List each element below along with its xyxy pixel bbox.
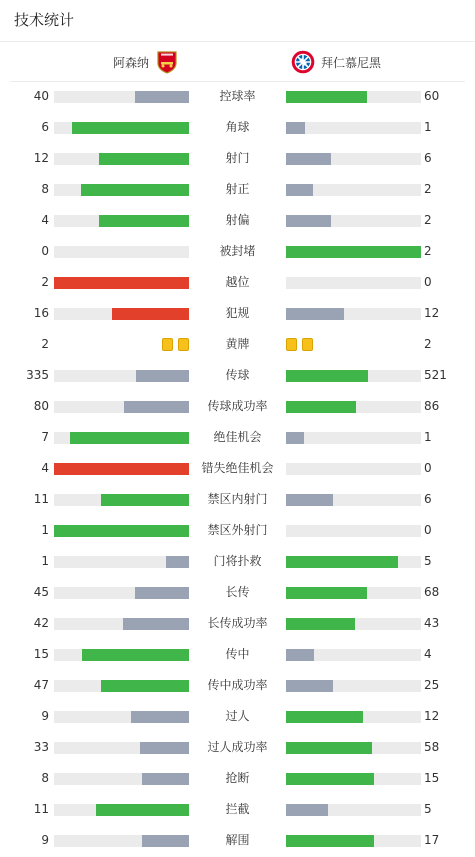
away-stat-bar-fill	[286, 153, 331, 165]
home-stat-value: 2	[41, 337, 49, 351]
home-stat-value: 80	[33, 399, 49, 413]
page-title: 技术统计	[14, 11, 75, 29]
yellow-card-icon	[178, 338, 189, 351]
stat-label: 传球成功率	[207, 399, 268, 413]
home-stat-bar-fill	[142, 773, 189, 785]
home-stat-value: 40	[33, 89, 49, 103]
home-stat-bar	[54, 556, 189, 568]
away-stat-bar-fill	[286, 494, 333, 506]
away-stat-bar-fill	[286, 215, 331, 227]
home-stat-value: 1	[41, 554, 49, 568]
stat-row	[0, 608, 475, 639]
home-team-name: 阿森纳	[112, 55, 149, 70]
away-stat-bar	[286, 432, 421, 444]
yellow-card-icon	[302, 338, 313, 351]
stat-row	[0, 267, 475, 298]
away-team-name: 拜仁慕尼黑	[321, 55, 382, 70]
home-stat-bar	[54, 463, 189, 475]
stat-row	[0, 825, 475, 856]
away-stat-bar-fill	[286, 370, 368, 382]
away-stat-value: 0	[424, 523, 432, 537]
home-stat-bar-fill	[131, 711, 189, 723]
stat-row	[0, 484, 475, 515]
home-stat-value: 6	[41, 120, 49, 134]
home-stat-bar	[54, 742, 189, 754]
home-stat-bar	[54, 122, 189, 134]
away-team[interactable]	[291, 47, 381, 77]
away-stat-bar	[286, 91, 421, 103]
stat-label: 被封堵	[219, 244, 256, 258]
away-stat-bar	[286, 804, 421, 816]
away-stat-value: 15	[424, 771, 440, 785]
stat-row	[0, 174, 475, 205]
home-stat-bar-fill	[81, 184, 189, 196]
away-stat-bar-fill	[286, 742, 372, 754]
away-stat-bar	[286, 370, 421, 382]
home-stat-bar-fill	[54, 463, 189, 475]
away-stat-bar-fill	[286, 804, 328, 816]
stat-row	[0, 360, 475, 391]
home-stat-bar	[54, 525, 189, 537]
home-stat-bar-fill	[70, 432, 189, 444]
away-stat-bar	[286, 556, 421, 568]
home-stat-value: 4	[41, 461, 49, 475]
home-stat-value: 15	[33, 647, 49, 661]
stat-row	[0, 391, 475, 422]
stat-row	[0, 732, 475, 763]
stat-label: 过人成功率	[207, 740, 268, 754]
home-stat-value: 1	[41, 523, 49, 537]
home-stat-value: 42	[33, 616, 49, 630]
home-stat-bar	[54, 773, 189, 785]
home-stat-bar-fill	[140, 742, 189, 754]
away-stat-bar-fill	[286, 587, 367, 599]
stat-row	[0, 639, 475, 670]
home-stat-bar-fill	[166, 556, 189, 568]
away-stat-bar	[286, 711, 421, 723]
stat-label: 射门	[225, 151, 250, 165]
home-stat-bar-fill	[112, 308, 189, 320]
home-stat-value: 11	[33, 492, 49, 506]
home-stat-bar-fill	[96, 804, 189, 816]
stat-row	[0, 329, 475, 360]
home-stat-value: 0	[41, 244, 49, 258]
away-stat-bar-fill	[286, 432, 304, 444]
home-stat-value: 7	[41, 430, 49, 444]
stat-label: 越位	[225, 275, 250, 289]
away-stat-value: 68	[424, 585, 440, 599]
home-stat-bar-fill	[135, 91, 189, 103]
home-stat-bar	[54, 649, 189, 661]
away-yellow-cards	[286, 338, 313, 352]
stat-label: 禁区内射门	[207, 492, 268, 506]
home-stat-value: 9	[41, 833, 49, 847]
stat-label: 控球率	[219, 89, 256, 103]
stat-row	[0, 546, 475, 577]
away-stat-bar	[286, 494, 421, 506]
away-stat-bar-fill	[286, 835, 374, 847]
stat-label: 黄牌	[225, 337, 250, 351]
stat-row	[0, 298, 475, 329]
home-stat-bar-fill	[136, 370, 189, 382]
home-stat-value: 4	[41, 213, 49, 227]
home-stat-bar	[54, 277, 189, 289]
stat-row	[0, 81, 475, 112]
away-stat-value: 1	[424, 120, 432, 134]
away-stat-value: 0	[424, 461, 432, 475]
home-stat-value: 2	[41, 275, 49, 289]
stat-label: 传中成功率	[207, 678, 268, 692]
away-stat-bar	[286, 773, 421, 785]
away-stat-bar	[286, 742, 421, 754]
stat-row	[0, 143, 475, 174]
away-stat-bar	[286, 649, 421, 661]
away-stat-bar	[286, 463, 421, 475]
home-stat-value: 12	[33, 151, 49, 165]
stat-row	[0, 205, 475, 236]
home-stat-bar-fill	[124, 401, 189, 413]
home-stat-bar-fill	[54, 277, 189, 289]
stat-row	[0, 763, 475, 794]
home-stat-value: 9	[41, 709, 49, 723]
away-stat-value: 60	[424, 89, 440, 103]
stat-label: 犯规	[225, 306, 250, 320]
stat-row	[0, 236, 475, 267]
stat-label: 禁区外射门	[207, 523, 268, 537]
stat-label: 绝佳机会	[213, 430, 262, 444]
stat-label: 错失绝佳机会	[201, 461, 274, 475]
away-stat-value: 5	[424, 802, 432, 816]
away-stat-value: 6	[424, 492, 432, 506]
home-stat-bar	[54, 184, 189, 196]
home-stat-bar	[54, 370, 189, 382]
away-stat-bar	[286, 246, 421, 258]
stat-label: 射偏	[225, 213, 250, 227]
yellow-card-icon	[162, 338, 173, 351]
away-stat-value: 43	[424, 616, 440, 630]
stat-row	[0, 422, 475, 453]
home-stat-value: 8	[41, 182, 49, 196]
home-stat-bar-fill	[82, 649, 189, 661]
home-stat-bar	[54, 432, 189, 444]
home-stat-bar	[54, 618, 189, 630]
home-stat-bar-fill	[99, 153, 189, 165]
away-stat-value: 2	[424, 244, 432, 258]
away-stat-bar-fill	[286, 401, 356, 413]
away-stat-bar-fill	[286, 711, 363, 723]
away-stat-bar	[286, 618, 421, 630]
away-stat-bar	[286, 680, 421, 692]
away-stat-bar	[286, 122, 421, 134]
away-stat-bar	[286, 835, 421, 847]
away-stat-bar	[286, 308, 421, 320]
away-stat-bar-fill	[286, 618, 355, 630]
away-stat-value: 25	[424, 678, 440, 692]
home-stat-value: 8	[41, 771, 49, 785]
home-stat-bar	[54, 680, 189, 692]
stat-row	[0, 577, 475, 608]
home-stat-bar	[54, 308, 189, 320]
team-header	[10, 42, 465, 82]
home-stat-value: 335	[26, 368, 49, 382]
away-stat-bar-fill	[286, 246, 421, 258]
away-stat-bar-fill	[286, 773, 374, 785]
away-stat-bar	[286, 401, 421, 413]
away-stat-value: 0	[424, 275, 432, 289]
home-yellow-cards	[162, 338, 189, 352]
away-stat-bar	[286, 587, 421, 599]
stat-label: 射正	[225, 182, 250, 196]
stat-label: 角球	[225, 120, 250, 134]
stat-row	[0, 701, 475, 732]
home-stat-bar	[54, 91, 189, 103]
away-stat-bar-fill	[286, 122, 305, 134]
stat-label: 长传成功率	[207, 616, 268, 630]
away-stat-value: 17	[424, 833, 440, 847]
away-stat-value: 1	[424, 430, 432, 444]
home-stat-bar	[54, 835, 189, 847]
home-stat-bar	[54, 587, 189, 599]
stat-label: 长传	[225, 585, 250, 599]
away-stat-value: 12	[424, 306, 440, 320]
home-stat-bar-fill	[101, 494, 189, 506]
away-stat-bar	[286, 184, 421, 196]
away-stat-value: 2	[424, 182, 432, 196]
home-stat-bar-fill	[135, 587, 189, 599]
home-stat-bar-fill	[101, 680, 189, 692]
away-stat-value: 12	[424, 709, 440, 723]
stat-row	[0, 515, 475, 546]
home-stat-bar-fill	[54, 525, 189, 537]
stat-label: 传球	[225, 368, 250, 382]
away-stat-bar-fill	[286, 680, 333, 692]
yellow-card-icon	[286, 338, 297, 351]
home-stat-bar-fill	[99, 215, 189, 227]
away-stat-bar-fill	[286, 649, 314, 661]
away-stat-value: 6	[424, 151, 432, 165]
away-stat-value: 2	[424, 337, 432, 351]
home-stat-value: 33	[33, 740, 49, 754]
arsenal-crest-icon	[155, 50, 179, 74]
stat-label: 解围	[225, 833, 250, 847]
home-stat-bar-fill	[142, 835, 189, 847]
home-stat-value: 47	[33, 678, 49, 692]
stat-row	[0, 794, 475, 825]
bayern-crest-icon	[291, 50, 315, 74]
away-stat-bar-fill	[286, 91, 367, 103]
away-stat-value: 2	[424, 213, 432, 227]
home-stat-bar	[54, 246, 189, 258]
away-stat-bar-fill	[286, 184, 313, 196]
home-stat-value: 16	[33, 306, 49, 320]
home-stat-value: 11	[33, 802, 49, 816]
away-stat-value: 521	[424, 368, 447, 382]
home-team[interactable]	[113, 47, 179, 77]
away-stat-bar	[286, 215, 421, 227]
home-stat-bar-fill	[123, 618, 189, 630]
away-stat-value: 4	[424, 647, 432, 661]
away-stat-bar	[286, 525, 421, 537]
home-stat-bar	[54, 711, 189, 723]
stat-label: 门将扑救	[213, 554, 262, 568]
stat-row	[0, 453, 475, 484]
stat-label: 传中	[225, 647, 250, 661]
away-stat-value: 86	[424, 399, 440, 413]
stat-row	[0, 670, 475, 701]
away-stat-bar	[286, 153, 421, 165]
home-stat-bar-fill	[72, 122, 189, 134]
away-stat-bar-fill	[286, 556, 398, 568]
stat-label: 抢断	[225, 771, 250, 785]
home-stat-value: 45	[33, 585, 49, 599]
away-stat-value: 5	[424, 554, 432, 568]
stat-label: 过人	[225, 709, 250, 723]
away-stat-bar	[286, 277, 421, 289]
stats-list	[0, 81, 475, 856]
home-stat-bar	[54, 215, 189, 227]
stat-row	[0, 112, 475, 143]
home-stat-bar	[54, 153, 189, 165]
home-stat-bar	[54, 494, 189, 506]
stat-label: 拦截	[225, 802, 250, 816]
away-stat-bar-fill	[286, 308, 344, 320]
home-stat-bar	[54, 401, 189, 413]
away-stat-value: 58	[424, 740, 440, 754]
home-stat-bar	[54, 804, 189, 816]
